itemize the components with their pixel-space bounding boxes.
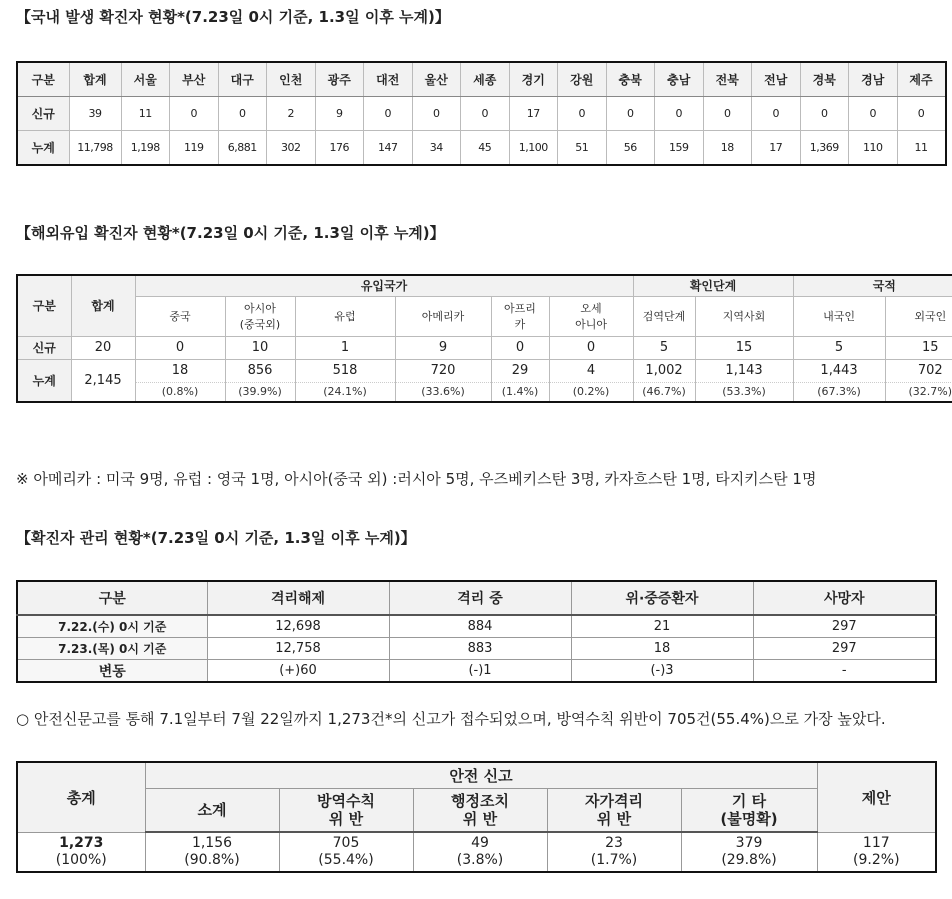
header-suggestion: 제안 <box>817 762 936 832</box>
table-cell: 12,698 <box>207 615 389 638</box>
row-label: 신규 <box>17 97 69 131</box>
table-cell: 702 <box>885 359 952 382</box>
header-cell: 구분 <box>17 275 71 336</box>
table-cell <box>279 832 413 872</box>
header-cell: 전북 <box>703 62 752 97</box>
subheader-cell: 방역수칙 위 반 <box>279 788 413 832</box>
table-cell: 34 <box>412 131 461 166</box>
row-label: 누계 <box>17 359 71 402</box>
table-cell: 45 <box>461 131 510 166</box>
table-cell: 302 <box>267 131 316 166</box>
cell-value: 1,156 <box>191 835 233 851</box>
header-origin: 유입국가 <box>135 275 633 296</box>
subheader-cell: 내국인 <box>793 296 885 336</box>
table-cell: 1 <box>295 336 395 359</box>
domestic-title: 【국내 발생 확진자 현황*(7.23일 0시 기준, 1.3일 이후 누계)】 <box>16 8 450 26</box>
table-cell: 147 <box>364 131 413 166</box>
header-cell: 격리해제 <box>207 581 389 615</box>
table-cell: 5 <box>633 336 695 359</box>
table-cell: 51 <box>558 131 607 166</box>
table-cell: 720 <box>395 359 491 382</box>
table-cell: 0 <box>412 97 461 131</box>
row-label: 7.22.(수) 0시 기준 <box>17 615 207 638</box>
table-cell: 0 <box>491 336 549 359</box>
table-cell: (-)3 <box>571 660 753 683</box>
table-cell: 0 <box>170 97 219 131</box>
domestic-header-row <box>17 62 946 97</box>
table-cell: 20 <box>71 336 135 359</box>
header-cell: 위·중증환자 <box>571 581 753 615</box>
subheader-cell: 검역단계 <box>633 296 695 336</box>
overseas-header-row-2 <box>17 296 952 336</box>
overseas-table <box>16 274 952 403</box>
table-cell: 15 <box>885 336 952 359</box>
table-cell <box>145 832 279 872</box>
cell-pct: (3.8%) <box>456 852 504 868</box>
table-cell: 0 <box>752 97 801 131</box>
table-cell: 1,443 <box>793 359 885 382</box>
table-cell: 2,145 <box>71 359 135 402</box>
cell-pct: (90.8%) <box>184 852 240 868</box>
pct-cell: (32.7%) <box>885 382 952 402</box>
header-cell: 부산 <box>170 62 219 97</box>
row-label: 신규 <box>17 336 71 359</box>
table-cell: 1,198 <box>121 131 170 166</box>
total-value: 1,273 <box>59 834 104 851</box>
table-cell: 0 <box>849 97 898 131</box>
table-cell: 11 <box>121 97 170 131</box>
subheader-cell: 기 타 (불명확) <box>681 788 817 832</box>
table-cell: 0 <box>364 97 413 131</box>
management-header-row <box>17 581 936 615</box>
header-cell: 경기 <box>509 62 558 97</box>
table-cell: 0 <box>558 97 607 131</box>
header-cell: 경북 <box>800 62 849 97</box>
header-cell: 세종 <box>461 62 510 97</box>
subheader-cell: 행정조치 위 반 <box>413 788 547 832</box>
suggestion-cell <box>817 832 936 872</box>
table-cell: 0 <box>606 97 655 131</box>
subheader-cell: 소계 <box>145 788 279 832</box>
overseas-new-row <box>17 336 952 359</box>
table-cell: 6,881 <box>218 131 267 166</box>
table-cell <box>413 832 547 872</box>
header-cell: 격리 중 <box>389 581 571 615</box>
row-label: 변동 <box>17 660 207 683</box>
subheader-cell: 유럽 <box>295 296 395 336</box>
cell-pct: (29.8%) <box>721 852 777 868</box>
overseas-note: ※ 아메리카 : 미국 9명, 유럽 : 영국 1명, 아시아(중국 외) :러시아 5명, 우즈베키스탄 3명, 카자흐스탄 1명, 타지키스탄 1명 <box>16 470 817 488</box>
table-cell: 0 <box>897 97 946 131</box>
overseas-pct-row <box>17 382 952 402</box>
total-cell <box>17 832 145 872</box>
table-cell: 1,100 <box>509 131 558 166</box>
cell-pct: (1.7%) <box>590 852 638 868</box>
pct-cell: (39.9%) <box>225 382 295 402</box>
table-cell: 10 <box>225 336 295 359</box>
header-cell: 충북 <box>606 62 655 97</box>
table-cell: 0 <box>461 97 510 131</box>
header-cell: 구분 <box>17 62 69 97</box>
cell-value: 23 <box>605 835 623 851</box>
domestic-new-row <box>17 97 946 131</box>
pct-cell: (0.2%) <box>549 382 633 402</box>
management-row <box>17 638 936 660</box>
overseas-header-row-1 <box>17 275 952 296</box>
table-cell: 12,758 <box>207 638 389 660</box>
management-title: 【확진자 관리 현황*(7.23일 0시 기준, 1.3일 이후 누계)】 <box>16 529 416 547</box>
subheader-cell: 중국 <box>135 296 225 336</box>
reports-value-row <box>17 832 936 872</box>
subheader-cell: 지역사회 <box>695 296 793 336</box>
table-cell: 0 <box>218 97 267 131</box>
table-cell: 18 <box>571 638 753 660</box>
table-cell: 0 <box>655 97 704 131</box>
domestic-cumulative-row <box>17 131 946 166</box>
header-cell: 합계 <box>69 62 121 97</box>
table-cell: 176 <box>315 131 364 166</box>
header-cell: 경남 <box>849 62 898 97</box>
subheader-cell: 아메리카 <box>395 296 491 336</box>
table-cell: 4 <box>549 359 633 382</box>
cell-value: 49 <box>471 835 489 851</box>
header-cell: 대구 <box>218 62 267 97</box>
header-cell: 제주 <box>897 62 946 97</box>
subheader-cell: 아시아 (중국외) <box>225 296 295 336</box>
table-cell: (-)1 <box>389 660 571 683</box>
cell-pct: (55.4%) <box>318 852 374 868</box>
cell-value: 379 <box>735 835 763 851</box>
table-cell: 15 <box>695 336 793 359</box>
table-cell: 21 <box>571 615 753 638</box>
management-table <box>16 580 937 683</box>
table-cell: 0 <box>800 97 849 131</box>
header-safety-report: 안전 신고 <box>145 762 817 788</box>
table-cell: 17 <box>509 97 558 131</box>
header-cell: 울산 <box>412 62 461 97</box>
table-cell: 0 <box>135 336 225 359</box>
header-cell: 서울 <box>121 62 170 97</box>
table-cell: 17 <box>752 131 801 166</box>
table-cell: 0 <box>549 336 633 359</box>
header-cell: 대전 <box>364 62 413 97</box>
report-sentence: ○ 안전신문고를 통해 7.1일부터 7월 22일까지 1,273건*의 신고가 접수되었으며, 방역수칙 위반이 705건(55.4%)으로 가장 높았다. <box>16 710 886 728</box>
header-cell: 강원 <box>558 62 607 97</box>
row-label: 7.23.(목) 0시 기준 <box>17 638 207 660</box>
table-cell: 11 <box>914 141 928 154</box>
pct-cell: (46.7%) <box>633 382 695 402</box>
table-cell: 1,369 <box>800 131 849 166</box>
table-cell <box>681 832 817 872</box>
pct-cell: (0.8%) <box>135 382 225 402</box>
row-label: 누계 <box>17 131 69 166</box>
subheader-cell: 아프리 카 <box>491 296 549 336</box>
table-cell: 9 <box>395 336 491 359</box>
table-cell: 297 <box>753 615 936 638</box>
header-stage: 확인단계 <box>633 275 793 296</box>
table-cell: - <box>753 660 936 683</box>
table-cell: 110 <box>849 131 898 166</box>
domestic-table <box>16 61 947 166</box>
header-cell: 전남 <box>752 62 801 97</box>
table-cell: 883 <box>389 638 571 660</box>
header-cell: 사망자 <box>753 581 936 615</box>
table-cell <box>547 832 681 872</box>
table-cell: 518 <box>295 359 395 382</box>
table-cell: 2 <box>267 97 316 131</box>
header-cell: 인천 <box>267 62 316 97</box>
table-cell: 39 <box>69 97 121 131</box>
pct-cell: (53.3%) <box>695 382 793 402</box>
table-cell: 11,798 <box>69 131 121 166</box>
table-cell: 856 <box>225 359 295 382</box>
header-total: 총계 <box>17 762 145 832</box>
table-cell: 56 <box>606 131 655 166</box>
subheader-cell: 오세 아니아 <box>549 296 633 336</box>
table-cell: 1,143 <box>695 359 793 382</box>
table-cell: 9 <box>315 97 364 131</box>
pct-cell: (67.3%) <box>793 382 885 402</box>
header-cell: 충남 <box>655 62 704 97</box>
pct-cell: (33.6%) <box>395 382 491 402</box>
header-nationality: 국적 <box>793 275 952 296</box>
table-cell: (+)60 <box>207 660 389 683</box>
reports-table <box>16 761 937 873</box>
pct-cell: (24.1%) <box>295 382 395 402</box>
management-row <box>17 615 936 638</box>
table-cell: 884 <box>389 615 571 638</box>
table-cell: 5 <box>793 336 885 359</box>
table-cell: 119 <box>170 131 219 166</box>
table-cell: 1,002 <box>633 359 695 382</box>
cell-value: 117 <box>862 834 890 851</box>
table-cell: 0 <box>703 97 752 131</box>
header-cell: 구분 <box>17 581 207 615</box>
subheader-cell: 자가격리 위 반 <box>547 788 681 832</box>
overseas-cumulative-row <box>17 359 952 382</box>
cell-value: 705 <box>332 835 360 851</box>
reports-header-row-2 <box>17 788 936 832</box>
table-cell: 18 <box>135 359 225 382</box>
pct-cell: (1.4%) <box>491 382 549 402</box>
management-row <box>17 660 936 683</box>
header-cell: 광주 <box>315 62 364 97</box>
table-cell: 29 <box>491 359 549 382</box>
table-cell: 159 <box>655 131 704 166</box>
cell-pct: (9.2%) <box>853 851 900 868</box>
total-pct: (100%) <box>55 851 107 868</box>
table-cell: 297 <box>753 638 936 660</box>
reports-header-row-1 <box>17 762 936 788</box>
overseas-title: 【해외유입 확진자 현황*(7.23일 0시 기준, 1.3일 이후 누계)】 <box>16 224 445 242</box>
subheader-cell: 외국인 <box>885 296 952 336</box>
header-cell: 합계 <box>71 275 135 336</box>
table-cell: 18 <box>703 131 752 166</box>
